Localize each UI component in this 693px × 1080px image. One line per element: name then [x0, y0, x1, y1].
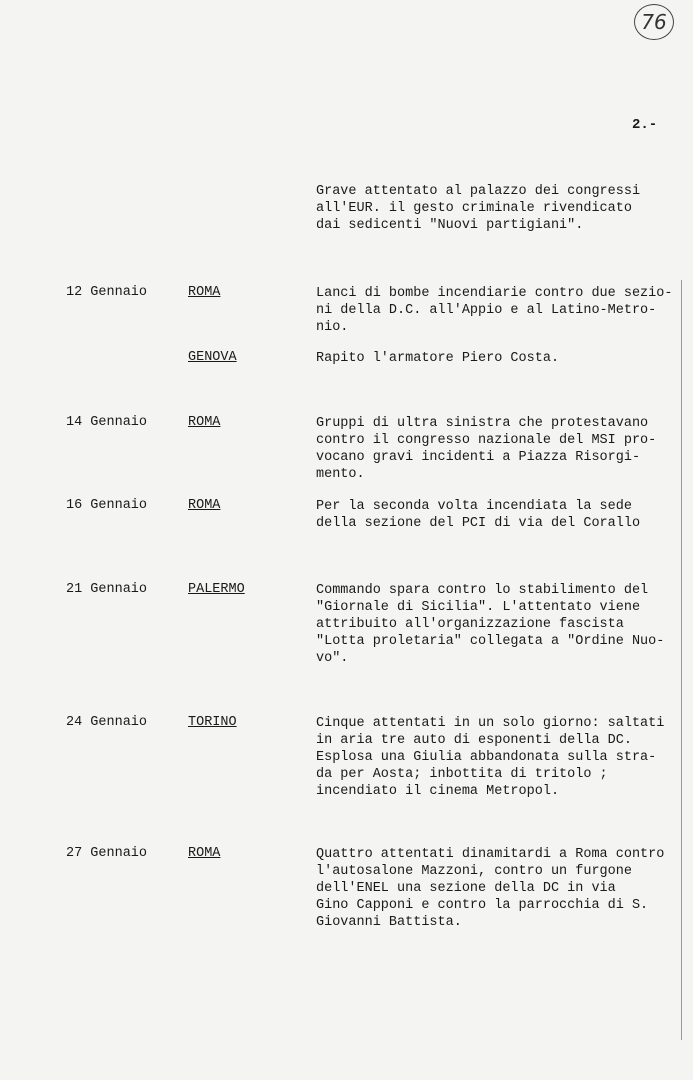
page-number: 2.- [632, 117, 658, 133]
entry-city: ROMA [188, 415, 221, 430]
archive-stamp: 76 [634, 4, 674, 40]
entry-date: 24 Gennaio [66, 715, 148, 730]
entry-city: TORINO [188, 715, 237, 730]
entry-text: Commando spara contro lo stabilimento del "Giornale di Sicilia". L'attentato viene attribuito all'organizzazione fascista "Lotta proletaria" collegata a "Ordine Nuo- vo". [316, 583, 665, 666]
entry-city: ROMA [188, 846, 221, 861]
entry-city: ROMA [188, 498, 221, 513]
entry-city: ROMA [188, 285, 221, 300]
entry-text: Cinque attentati in un solo giorno: saltati in aria tre auto di esponenti della DC. Esplosa una Giulia abbandonata sulla stra- da per Aosta; inbottita di tritolo ; incendiato il cinema Metropol. [316, 716, 665, 799]
entry-text: Per la seconda volta incendiata la sede della sezione del PCI di via del Corallo [316, 499, 641, 531]
entry-date: 14 Gennaio [66, 415, 148, 430]
entry-text: Quattro attentati dinamitardi a Roma contro l'autosalone Mazzoni, contro un furgone dell'ENEL una sezione della DC in via Gino Capponi e contro la parrocchia di S. Giovanni Battista. [316, 847, 665, 930]
entry-text: Gruppi di ultra sinistra che protestavano contro il congresso nazionale del MSI pro- vocano gravi incidenti a Piazza Risorgi- mento. [316, 416, 657, 482]
entry-date: 21 Gennaio [66, 582, 148, 597]
entry-text: Lanci di bombe incendiarie contro due sezio- ni della D.C. all'Appio e al Latino-Metro- nio. [316, 286, 673, 335]
intro-paragraph: Grave attentato al palazzo dei congressi all'EUR. il gesto criminale rivendicato dai sedicenti "Nuovi partigiani". [316, 184, 641, 233]
entry-date: 27 Gennaio [66, 846, 148, 861]
margin-line [681, 280, 682, 1040]
entry-date: 16 Gennaio [66, 498, 148, 513]
entry-city: PALERMO [188, 582, 245, 597]
entry-city: GENOVA [188, 350, 237, 365]
entry-text: Rapito l'armatore Piero Costa. [316, 351, 560, 366]
entry-date: 12 Gennaio [66, 285, 148, 300]
